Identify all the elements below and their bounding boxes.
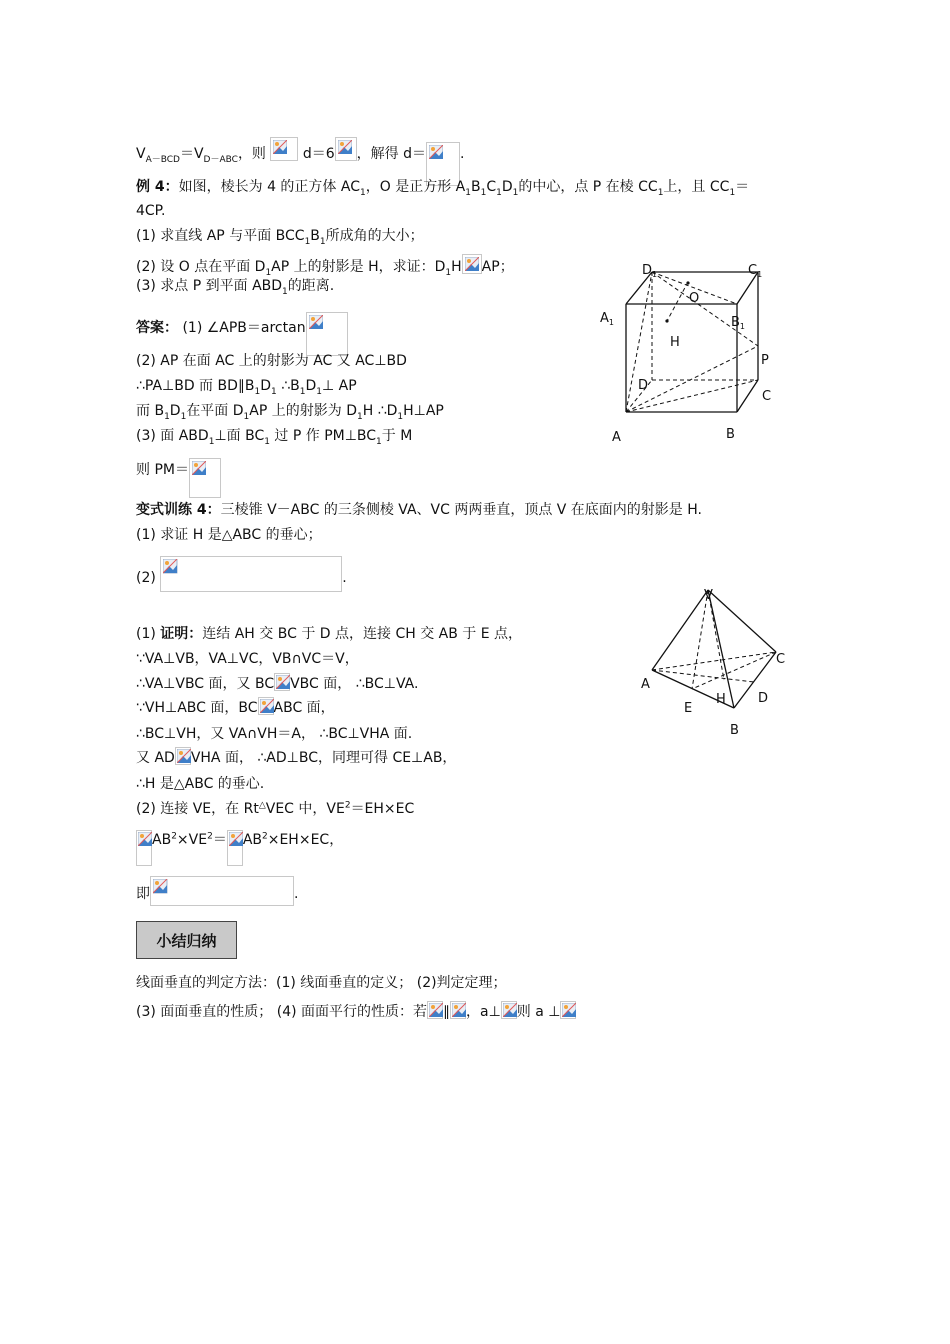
text: 所成角的大小；	[325, 228, 424, 244]
hidden-line-OH	[667, 282, 688, 321]
subscript: 1	[254, 386, 261, 397]
answer-line	[136, 312, 348, 356]
text: 则 a ⊥	[516, 1004, 561, 1020]
text: ，O 是正方形 A	[365, 179, 466, 195]
variant-4-heading	[136, 501, 702, 519]
superscript: 2	[207, 831, 213, 842]
text: ，a⊥	[466, 1004, 501, 1020]
summary-line	[136, 1001, 576, 1021]
text: 而 B	[136, 403, 165, 419]
subscript: 1	[282, 286, 288, 297]
text: ＝EH×EC	[350, 801, 415, 817]
example-4-continued: 4CP.	[136, 203, 166, 219]
text: D	[305, 378, 317, 394]
text: 于 M	[381, 428, 413, 444]
text: H ∴D	[362, 403, 398, 419]
formula-image-icon	[501, 1001, 517, 1019]
point-O	[686, 281, 689, 284]
example-4-heading	[136, 178, 749, 196]
text: 又 AD	[136, 750, 175, 766]
text: (1) 求直线 AP 与平面 BCC	[136, 228, 305, 244]
subscript: 1	[356, 411, 363, 422]
variant-question-2	[136, 556, 347, 592]
subscript: 1	[264, 436, 270, 447]
text: 三棱锥 V－ABC 的三条侧棱 VA、VC 两两垂直，顶点 V 在底面内的射影是 H.	[220, 502, 702, 518]
edge-VB	[708, 590, 734, 708]
label-H: H	[716, 692, 726, 707]
label-B: B	[730, 723, 739, 738]
proof-line: ∴BC⊥VH，又 VA∩VH＝A， ∴BC⊥VHA 面.	[136, 726, 413, 742]
text: ×VE	[176, 832, 208, 848]
text: D	[501, 179, 513, 195]
text: AP；	[481, 259, 514, 275]
superscript: 2	[262, 831, 268, 842]
text: ∴PA⊥BD 而 BD∥B	[136, 378, 255, 394]
proof-line	[136, 800, 414, 818]
text: H⊥AP	[403, 403, 444, 419]
text: 即	[136, 886, 150, 902]
hidden-line-CE	[692, 652, 776, 689]
solution-line: (2) AP 在面 AC 上的射影为 AC 又 AC⊥BD	[136, 353, 407, 369]
text: C	[486, 179, 497, 195]
superscript: 2	[344, 800, 351, 811]
hidden-line-VE	[692, 590, 708, 689]
label-A: A	[612, 430, 621, 445]
subscript: 1	[243, 411, 250, 422]
subscript: 1	[512, 187, 519, 198]
subscript: 1	[208, 436, 215, 447]
label-D1: $D_1$	[642, 263, 658, 279]
edge-VC	[708, 590, 776, 652]
formula-image-icon	[462, 254, 482, 274]
text: VEC 中，VE	[265, 801, 345, 817]
proof-label: 证明：	[160, 626, 203, 642]
text: .	[342, 570, 347, 586]
proof-line	[136, 747, 456, 767]
text: VBC 面， ∴BC⊥VA.	[290, 676, 419, 692]
subscript: 1	[445, 267, 452, 278]
text: ⊥ AP	[321, 378, 357, 394]
subscript: 1	[271, 386, 277, 397]
question-2	[136, 254, 514, 276]
proof-line	[136, 697, 335, 717]
text: ，解得 d＝	[356, 146, 426, 162]
label-O: O	[689, 291, 700, 306]
text: (1) ∠APB＝arctan	[178, 320, 306, 336]
subset-symbol-icon	[175, 747, 191, 765]
label-A1: $A_1$	[600, 311, 614, 327]
formula-image-icon	[427, 1001, 443, 1019]
example-label: 例 4：	[136, 179, 179, 195]
text: (2)	[136, 570, 161, 586]
subscript: 1	[299, 386, 306, 397]
text: D	[169, 403, 181, 419]
text: H	[451, 259, 462, 275]
formula-image-icon	[560, 1001, 576, 1019]
text: ×EH×EC，	[267, 832, 344, 848]
proof-line: ∵VA⊥VB，VA⊥VC，VB∩VC＝V，	[136, 651, 359, 667]
text: (3) 求点 P 到平面 ABD	[136, 278, 283, 294]
edge-BC	[737, 380, 758, 412]
subscript: 1	[360, 187, 366, 198]
text: ＝V	[179, 146, 204, 162]
answer-label: 答案：	[136, 320, 178, 336]
text: 的中心，点 P 在棱 CC	[518, 179, 658, 195]
formula-image-icon	[270, 137, 298, 161]
formula-image-icon	[150, 876, 294, 906]
text: ∥	[443, 1004, 451, 1020]
subscript: 1	[376, 436, 382, 447]
text: .	[294, 886, 299, 902]
solution-line	[136, 377, 357, 395]
text: B	[310, 228, 320, 244]
solution-line	[136, 458, 221, 498]
subscript: D－ABC	[203, 154, 238, 165]
subset-symbol-icon	[274, 673, 290, 691]
subscript: 1	[164, 411, 170, 422]
label-D: D	[638, 378, 649, 393]
proof-line	[136, 625, 522, 643]
text: d＝6	[302, 146, 335, 162]
text: 在平面 D	[186, 403, 244, 419]
formula-image-icon	[160, 556, 342, 592]
superscript: 2	[171, 831, 177, 842]
label-C1: $C_1$	[748, 263, 763, 279]
pyramid-diagram	[636, 584, 796, 744]
label-B: B	[726, 427, 735, 442]
point-H	[665, 319, 668, 322]
formula-image-icon	[306, 312, 348, 356]
text: 上，且 CC	[663, 179, 730, 195]
subscript: 1	[496, 187, 502, 198]
subscript: 1	[316, 386, 322, 397]
subscript: 1	[480, 187, 487, 198]
summary-line: 线面垂直的判定方法：(1) 线面垂直的定义； (2)判定定理；	[136, 975, 507, 991]
solution-line	[136, 427, 412, 445]
formula-image-icon	[189, 458, 221, 498]
subscript: A－BCD	[145, 154, 180, 165]
text: VHA 面， ∴AD⊥BC，同理可得 CE⊥AB，	[190, 750, 457, 766]
subscript: 1	[729, 187, 736, 198]
solution-line	[136, 402, 444, 420]
text: ⊥面 BC	[214, 428, 265, 444]
text: AP 上的射影为 D	[249, 403, 357, 419]
question-1	[136, 227, 424, 245]
text: (2) 连接 VE，在 Rt	[136, 801, 259, 817]
summary-heading-box: 小结归纳	[136, 921, 237, 959]
hidden-line-D1P	[652, 272, 758, 346]
variant-question-1: (1) 求证 H 是△ABC 的垂心；	[136, 527, 322, 543]
label-V: V	[704, 588, 713, 603]
text: AB	[152, 832, 172, 848]
formula-image-icon	[335, 137, 357, 161]
label-A: A	[641, 677, 650, 692]
text: D	[260, 378, 272, 394]
label-B1: $B_1$	[731, 315, 746, 331]
proof-line: ∴H 是△ABC 的垂心.	[136, 776, 265, 792]
text: (2) 设 O 点在平面 D	[136, 259, 266, 275]
text: 的距离.	[287, 278, 335, 294]
text: ＝	[735, 179, 750, 195]
subscript: 1	[465, 187, 471, 198]
hidden-edge-AC	[652, 652, 776, 670]
text: AB	[242, 832, 262, 848]
text: ＝	[212, 832, 227, 848]
edge-BC	[734, 652, 776, 708]
subset-symbol-icon	[258, 697, 274, 715]
text: 连结 AH 交 BC 于 D 点，连接 CH 交 AB 于 E 点，	[202, 626, 523, 642]
proof-line	[136, 876, 298, 906]
text: ∴VA⊥VBC 面，又 BC	[136, 676, 275, 692]
subscript: 1	[397, 411, 404, 422]
hidden-line-AD	[652, 670, 754, 682]
subscript: 1	[180, 411, 187, 422]
text: (1)	[136, 626, 161, 642]
proof-line	[136, 830, 343, 866]
text: (3) 面面垂直的性质； (4) 面面平行的性质：若	[136, 1004, 428, 1020]
text: B	[470, 179, 481, 195]
text: 则 PM＝	[136, 462, 189, 478]
text: 过 P 作 PM⊥BC	[269, 428, 377, 444]
label-H: H	[670, 335, 680, 350]
text: .	[459, 146, 465, 162]
subscript: 1	[304, 236, 311, 247]
cube-diagram	[590, 258, 780, 448]
text: ，则	[237, 146, 266, 162]
text: (3) 面 ABD	[136, 428, 209, 444]
text: ABC 面，	[273, 700, 335, 716]
label-D: D	[758, 691, 769, 706]
subscript: 1	[319, 236, 326, 247]
triangle-symbol: △	[258, 800, 266, 811]
text: V	[136, 146, 146, 162]
question-3	[136, 277, 334, 295]
edge-VA	[652, 590, 708, 670]
label-C: C	[762, 389, 772, 404]
fraction-image-icon	[136, 830, 152, 866]
fraction-image-icon	[227, 830, 243, 866]
subscript: 1	[657, 187, 664, 198]
label-E: E	[684, 701, 693, 716]
variant-label: 变式训练 4：	[136, 502, 221, 518]
formula-image-icon	[450, 1001, 466, 1019]
text: ∴B	[276, 378, 300, 394]
text: 如图，棱长为 4 的正方体 AC	[178, 179, 360, 195]
label-C: C	[776, 652, 786, 667]
label-P: P	[761, 353, 769, 368]
subscript: 1	[265, 267, 272, 278]
text: ∵VH⊥ABC 面，BC	[136, 700, 258, 716]
text: AP 上的射影是 H，求证：D	[271, 259, 446, 275]
proof-line	[136, 673, 418, 693]
